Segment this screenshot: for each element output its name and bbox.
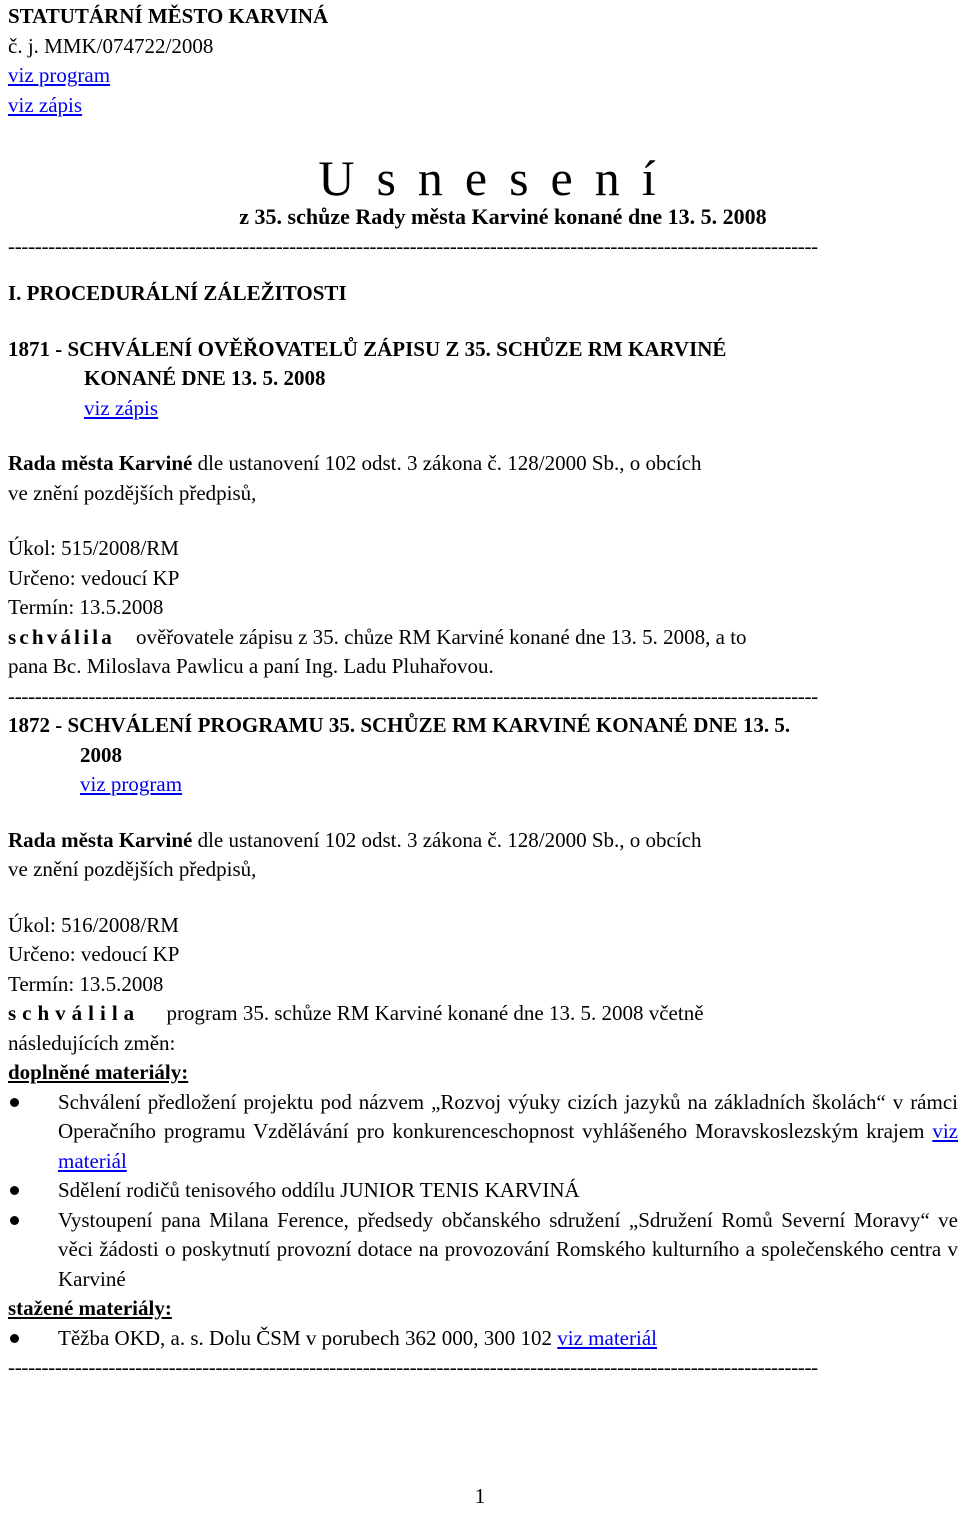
item2-heading-cont: 2008 (80, 742, 122, 767)
removed-materials-list (8, 1324, 958, 1354)
item1-heading-cont: KONANÉ DNE 13. 5. 2008 (84, 366, 326, 390)
item2-task: Úkol: 516/2008/RM (8, 912, 179, 937)
document-page (8, 2, 958, 1383)
item2-legal-basis (8, 826, 958, 856)
added-item-2-text: Sdělení rodičů tenisového oddílu JUNIOR TENIS KARVINÁ (58, 1178, 580, 1202)
document-title: Usnesení (318, 150, 678, 206)
separator-line-3: ------------------------------------------------------------------------------------------------------------------------- (8, 1355, 818, 1379)
item2-decision (8, 999, 958, 1029)
added-materials-list (8, 1088, 958, 1295)
item2-approved-label: schválila (8, 1001, 141, 1025)
item2-program-link[interactable]: viz program (80, 772, 183, 796)
item2-legal-cont: ve znění pozdějších předpisů, (8, 857, 257, 881)
item1-task: Úkol: 515/2008/RM (8, 536, 179, 560)
item2-deadline: Termín: 13.5.2008 (8, 971, 164, 996)
removed-item-1 (8, 1324, 958, 1354)
item1-legal-basis (8, 449, 958, 479)
item1-legal-cont: ve znění pozdějších předpisů, (8, 480, 257, 505)
added-materials-heading: doplněné materiály: (8, 1060, 189, 1084)
program-link[interactable]: viz program (8, 63, 111, 87)
item2-assigned: Určeno: vedoucí KP (8, 942, 180, 966)
added-item-3-text: Vystoupení pana Milana Ference, předsedy občanského sdružení „Sdružení Romů Severní Moravy“ ve věci žádosti o poskytnutí provozní dotace na provozování Romského kulturního a společenského centra v Karviné (58, 1207, 958, 1291)
item1-decision-text: ověřovatele zápisu z 35. chůze RM Karviné konané dne 13. 5. 2008, a to (135, 624, 747, 649)
bullet-icon (10, 1216, 19, 1225)
item1-assigned: Určeno: vedoucí KP (8, 565, 180, 590)
reference-number: č. j. MMK/074722/2008 (8, 33, 214, 58)
minutes-link[interactable]: viz zápis (8, 92, 83, 117)
bullet-icon (10, 1334, 19, 1343)
item2-rada: Rada města Karviné (8, 827, 193, 852)
item2-legal-text: dle ustanovení 102 odst. 3 zákona č. 128/2000 Sb., o obcích (197, 827, 702, 852)
document-subtitle: z 35. schůze Rady města Karviné konané dne 13. 5. 2008 (239, 204, 767, 229)
removed-item-1-link[interactable]: viz materiál (557, 1325, 657, 1350)
added-item-3 (8, 1206, 958, 1295)
item1-heading: 1871 - SCHVÁLENÍ OVĚŘOVATELŮ ZÁPISU Z 35. SCHŮZE RM KARVINÉ (8, 336, 727, 361)
added-item-1-text: Schválení předložení projektu pod názvem „Rozvoj výuky cizích jazyků na základních školách“ v rámci Operačního programu Vzdělávání pro konkurenceschopnost vyhlášeného Moravskoslezským krajem (58, 1089, 958, 1143)
item2-heading: 1872 - SCHVÁLENÍ PROGRAMU 35. SCHŮZE RM KARVINÉ KONANÉ DNE 13. 5. (8, 713, 791, 737)
removed-item-1-text: Těžba OKD, a. s. Dolu ČSM v porubech 362 000, 300 102 (58, 1325, 553, 1350)
separator-line-2: ------------------------------------------------------------------------------------------------------------------------- (8, 683, 818, 708)
item1-decision-cont: pana Bc. Miloslava Pawlicu a paní Ing. Ladu Pluhařovou. (8, 654, 494, 678)
added-item-1-link[interactable]: viz materiál (58, 1119, 958, 1173)
item1-legal-text: dle ustanovení 102 odst. 3 zákona č. 128/2000 Sb., o obcích (197, 451, 702, 475)
item2-decision-text: program 35. schůze RM Karviné konané dne 13. 5. 2008 včetně (166, 1001, 704, 1025)
item1-approved-label: schválila (8, 624, 115, 649)
added-item-1 (8, 1088, 958, 1177)
section-heading: I. PROCEDURÁLNÍ ZÁLEŽITOSTI (8, 281, 347, 305)
bullet-icon (10, 1186, 19, 1195)
city-name: STATUTÁRNÍ MĚSTO KARVINÁ (8, 4, 329, 28)
removed-materials-heading: stažené materiály: (8, 1296, 172, 1320)
item1-rada: Rada města Karviné (8, 451, 193, 475)
added-item-2 (8, 1176, 958, 1206)
item1-deadline: Termín: 13.5.2008 (8, 595, 164, 619)
item1-minutes-link[interactable]: viz zápis (84, 395, 159, 420)
separator-line: ------------------------------------------------------------------------------------------------------------------------- (8, 233, 818, 258)
item1-decision (8, 623, 958, 653)
bullet-icon (10, 1098, 19, 1107)
item2-decision-cont: následujících změn: (8, 1030, 176, 1055)
page-number: 1 (474, 1484, 486, 1508)
